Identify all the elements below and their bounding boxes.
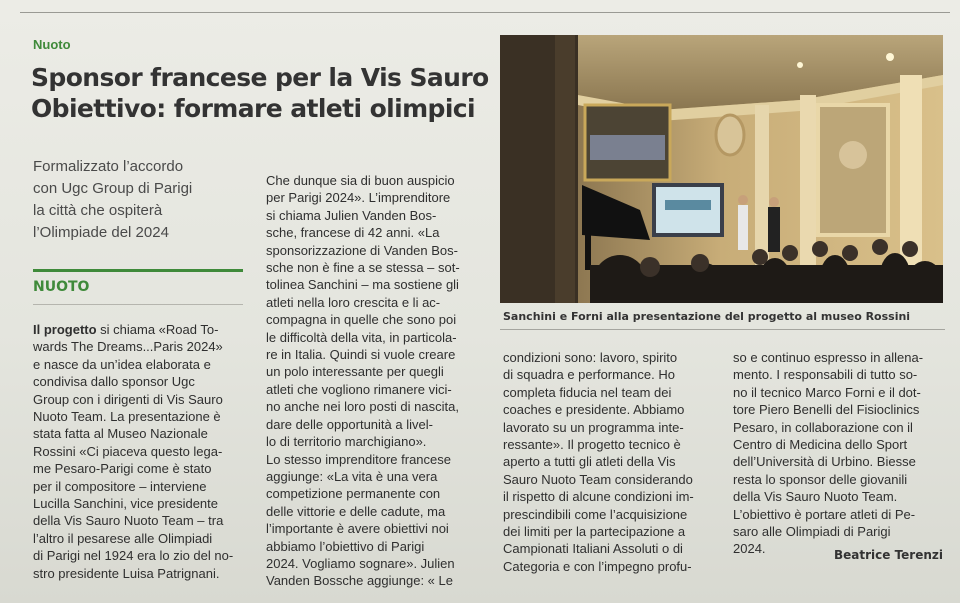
body-line: le difficoltà della vita, in particola- [266, 329, 457, 345]
body-line: l’importante è avere obiettivi noi [266, 521, 449, 537]
body-column-3 [503, 349, 718, 575]
body-line: tore Piero Benelli del Fisioclinics [733, 402, 920, 418]
body-line: aperto a tutti gli atleti della Vis [503, 454, 676, 470]
body-line: Nuoto Team. La presentazione è [33, 409, 221, 425]
body-line: di squadra e performance. Ho [503, 367, 675, 383]
body-line: coaches e presidente. Abbiamo [503, 402, 685, 418]
body-line: sponsorizzazione di Vanden Bos- [266, 242, 458, 258]
caption-divider [500, 329, 945, 330]
body-line: abbiamo l’obiettivo di Parigi [266, 538, 425, 554]
body-line: 2024. Vogliamo sognare». Julien [266, 555, 455, 571]
body-line: resta lo sponsor delle giovanili [733, 471, 908, 487]
photo-illustration [500, 35, 943, 303]
body-line: della Vis Sauro Nuoto Team – tra [33, 513, 224, 529]
photo-caption: Sanchini e Forni alla presentazione del progetto al museo Rossini [503, 310, 911, 323]
headline-line-1: Sponsor francese per la Vis Sauro [31, 63, 489, 92]
body-line: della Vis Sauro Nuoto Team. [733, 489, 898, 505]
body-line: no anche nei loro posti di nascita, [266, 399, 459, 415]
body-line: stata fatta al Museo Nazionale [33, 426, 208, 442]
headline-line-2: Obiettivo: formare atleti olimpici [31, 94, 475, 123]
headline [31, 62, 501, 124]
body-line: dei limiti per la partecipazione a [503, 524, 686, 540]
body-line: e nasce da un’idea elaborata e [33, 356, 211, 372]
body-line: Lo stesso imprenditore francese [266, 451, 451, 467]
body-line: re in Italia. Quindi si vuole creare [266, 347, 456, 363]
body-line: Pesaro, in collaborazione con il [733, 419, 913, 435]
body-line: compagna in quelle che sono poi [266, 312, 457, 328]
body-line: stro presidente Luisa Patrignani. [33, 565, 220, 581]
body-line: lo di territorio marchigiano». [266, 434, 427, 450]
museum-presentation-photo [500, 35, 943, 303]
body-line: lavorato su un programma inte- [503, 419, 684, 435]
body-line: Sauro Nuoto Team considerando [503, 471, 693, 487]
body-line: so e continuo espresso in allena- [733, 350, 924, 365]
section-kicker: Nuoto [33, 37, 71, 52]
body-line: wards The Dreams...Paris 2024» [33, 339, 223, 355]
subheadline [33, 156, 263, 244]
body-line: di Parigi nel 1924 era lo zio del no- [33, 548, 234, 564]
body-line: condizioni sono: lavoro, spirito [503, 350, 678, 365]
body-line: Che dunque sia di buon auspicio [266, 173, 455, 188]
body-line: Centro di Medicina dello Sport [733, 437, 908, 453]
top-rule [20, 12, 950, 13]
body-line: Group con i dirigenti di Vis Sauro [33, 391, 223, 407]
body-column-4 [733, 349, 948, 558]
body-line: sche non è fine a se stessa – sot- [266, 260, 460, 276]
subhead-line: la città che ospiterà [33, 202, 163, 219]
subhead-line: con Ugc Group di Parigi [33, 180, 193, 197]
body-line: aggiunge: «La vita è una vera [266, 468, 438, 484]
body-line: atleti che vogliono rimanere vici- [266, 381, 452, 397]
body-line: l’altro il pesarese alle Olimpiadi [33, 530, 213, 546]
body-line: Campionati Italiani Assoluti o di [503, 541, 683, 557]
body-line: L’obiettivo è portare atleti di Pe- [733, 506, 916, 522]
body-line: Rossini «Ci piaceva questo lega- [33, 443, 223, 459]
body-line: per il compositore – interviene [33, 478, 207, 494]
body-line: mento. I responsabili di tutto so- [733, 367, 918, 383]
body-line: si chiama Julien Vanden Bos- [266, 207, 437, 223]
body-line: il rispetto di alcune condizioni im- [503, 489, 694, 505]
lead-in: Il progetto [33, 322, 97, 337]
green-divider [33, 269, 243, 272]
body-line: per Parigi 2024». L’imprenditore [266, 190, 451, 206]
divider [33, 304, 243, 305]
body-line: 2024. [733, 541, 766, 557]
body-line: Lucilla Sanchini, vice presidente [33, 496, 218, 512]
body-line: tolinea Sanchini – ma sostiene gli [266, 277, 459, 293]
body-line: dell’Università di Urbino. Biesse [733, 454, 916, 470]
body-line: atleti nella loro crescita e li ac- [266, 294, 441, 310]
body-line: sche, francese di 42 anni. «La [266, 225, 440, 241]
body-line: ressante». Il progetto tecnico è [503, 437, 681, 453]
body-line: competizione permanente con [266, 486, 441, 502]
body-column-2 [266, 172, 476, 590]
body-line: saro alle Olimpiadi di Parigi [733, 524, 891, 540]
body-line: prescindibili come l’acquisizione [503, 506, 688, 522]
body-line: delle vittorie e delle cadute, ma [266, 503, 446, 519]
body-line: condivisa dallo sponsor Ugc [33, 374, 195, 390]
body-line: completa fiducia nel team dei [503, 384, 672, 400]
section-label: NUOTO [33, 279, 90, 295]
body-line: un polo interessante per quegli [266, 364, 444, 380]
body-column-1 [33, 321, 248, 582]
subhead-line: l’Olimpiade del 2024 [33, 224, 169, 241]
subhead-line: Formalizzato l’accordo [33, 158, 184, 175]
body-line: Il progetto si chiama «Road To- [33, 322, 219, 337]
body-line: Categoria e con l’impegno profu- [503, 558, 692, 574]
body-line: Vanden Bossche aggiunge: « Le [266, 573, 453, 589]
author-byline: Beatrice Terenzi [834, 548, 944, 562]
body-line: dare delle opportunità a livel- [266, 416, 433, 432]
body-line: no il tecnico Marco Forni e il dot- [733, 384, 921, 400]
body-line: me Pesaro-Parigi come è stato [33, 461, 212, 477]
